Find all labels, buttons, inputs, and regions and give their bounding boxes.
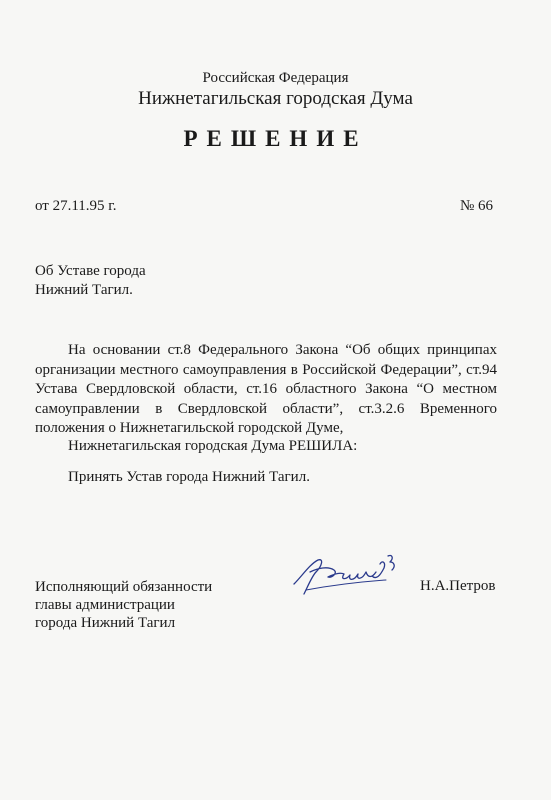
decision-date: от 27.11.95 г. xyxy=(35,198,117,214)
handwritten-signature xyxy=(288,550,408,600)
signature-stroke xyxy=(294,555,394,594)
decision-text: Принять Устав города Нижний Тагил. xyxy=(68,469,310,485)
document-title: РЕШЕНИЕ xyxy=(183,126,368,151)
signatory-title-line-1: Исполняющий обязанности xyxy=(35,579,213,595)
signature-underline xyxy=(306,580,386,590)
decision-number: № 66 xyxy=(460,198,494,214)
resolved-line: Нижнетагильская городская Дума РЕШИЛА: xyxy=(68,438,358,454)
signatory-title xyxy=(35,578,212,632)
signer-name: Н.А.Петров xyxy=(420,578,496,594)
signatory-title-line-3: города Нижний Тагил xyxy=(35,615,176,631)
preamble-paragraph: На основании ст.8 Федерального Закона “Об общих принципах организации местного самоуправления в Российской Федерации”, ст.94 Устава Свердловской области, ст.16 областного Закона “О местном самоуправлении в Свердловской области”, ст.3.2.6 Временного положения о Нижнетагильской городской Думе, xyxy=(35,342,497,436)
subject-line-1: Об Уставе города xyxy=(35,263,146,279)
signatory-title-line-2: главы администрации xyxy=(35,597,175,613)
duma-heading: Нижнетагильская городская Дума xyxy=(138,88,413,109)
country-heading: Российская Федерация xyxy=(202,70,349,86)
decision-subject xyxy=(35,262,146,300)
subject-line-2: Нижний Тагил. xyxy=(35,282,133,298)
